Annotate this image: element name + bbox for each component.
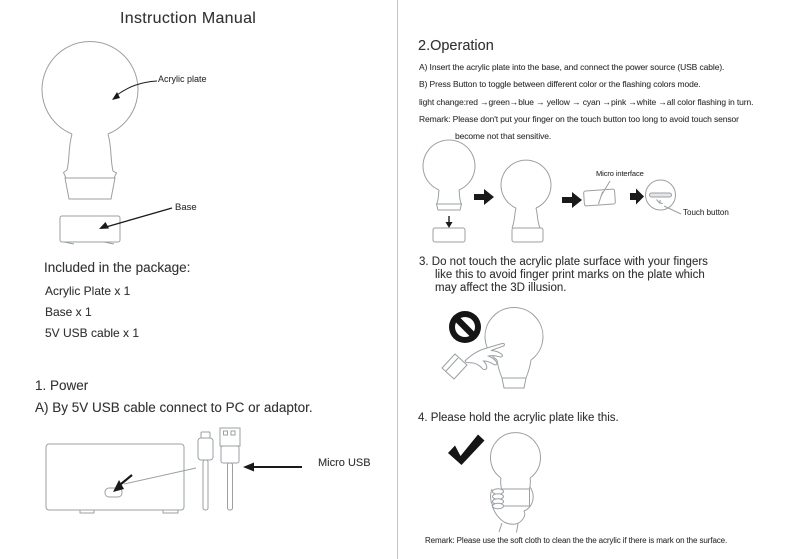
touch-button-mark: [657, 200, 664, 204]
micro-interface-label: Micro interface: [596, 169, 644, 178]
bulb-neck: [437, 190, 462, 204]
assembly-steps-diagram: [405, 138, 705, 250]
base-pointer-line: [106, 208, 172, 227]
package-item: Base x 1: [45, 305, 92, 319]
checkmark-icon: [448, 435, 485, 466]
base-pointer-arrowhead: [99, 222, 109, 229]
acrylic-plate-label: Acrylic plate: [158, 74, 207, 84]
operation-line-b: B) Press Button to toggle between different color or the flashing colors mode.: [419, 79, 701, 89]
operation-remark-line1: Remark: Please don't put your finger on the touch button too long to avoid touch sensor: [419, 114, 739, 124]
plate-base-edge: [502, 489, 530, 506]
touch-button-pointer-line: [664, 206, 681, 214]
micro-usb-plug-body: [198, 438, 213, 460]
section3-line1: 3. Do not touch the acrylic plate surface with your fingers: [419, 256, 708, 268]
package-heading: Included in the package:: [44, 260, 191, 275]
column-divider: [397, 0, 398, 559]
acrylic-plate-and-base-diagram: [18, 30, 218, 248]
base-outline: [433, 228, 465, 242]
step-right-arrow-icon: [630, 189, 644, 205]
bulb-neck: [501, 478, 531, 489]
usb-a-cable: [228, 463, 233, 510]
bulb-neck-right: [108, 134, 117, 178]
bulb-neck: [497, 360, 531, 378]
bulb-cap: [65, 178, 115, 199]
power-heading: 1. Power: [35, 378, 89, 393]
usb-a-contact: [231, 431, 235, 435]
usb-a-contact: [224, 431, 228, 435]
section3-line3: may affect the 3D illusion.: [435, 282, 567, 294]
base-label: Base: [175, 202, 197, 213]
operation-remark-line2: become not that sensitive.: [455, 131, 552, 141]
micro-usb-label: Micro USB: [318, 457, 371, 469]
base-usb-cable-diagram: [40, 422, 330, 518]
base-outline: [60, 216, 120, 242]
micro-usb-plug-tip: [201, 432, 210, 438]
bulb-neck: [512, 208, 540, 228]
bulb-outline: [42, 42, 138, 134]
usb-a-body: [221, 446, 239, 463]
port-pointer-line: [124, 468, 196, 484]
micro-interface-pointer-line: [601, 181, 610, 196]
hold-plate-illustration: [440, 430, 555, 534]
package-item: Acrylic Plate x 1: [45, 284, 131, 298]
bulb-outline: [501, 160, 551, 208]
power-line-a: A) By 5V USB cable connect to PC or adaptor.: [35, 400, 313, 415]
section3-line2: like this to avoid finger print marks on the plate which: [435, 269, 705, 281]
finger: [493, 503, 504, 509]
do-not-touch-illustration: [438, 298, 558, 394]
touch-button-label: Touch button: [683, 208, 729, 217]
acrylic-plate-pointer-line: [117, 81, 157, 95]
touching-hand: [465, 343, 504, 369]
hand-sleeve: [442, 354, 467, 379]
step-right-arrow-icon: [474, 189, 494, 205]
micro-usb-arrowhead: [243, 463, 254, 472]
footer-remark: Remark: Please use the soft cloth to clean the the acrylic if there is mark on the surface.: [425, 536, 728, 545]
step-right-arrow-icon: [562, 192, 582, 208]
base-outline: [512, 228, 543, 242]
touch-slot: [650, 193, 672, 197]
operation-line-a: A) Insert the acrylic plate into the base, and connect the power source (USB cable).: [419, 62, 725, 72]
bulb-neck-left: [64, 134, 73, 178]
package-item: 5V USB cable x 1: [45, 326, 140, 340]
micro-usb-cable: [203, 460, 208, 510]
bulb-cap: [437, 204, 462, 210]
page-title: Instruction Manual: [120, 10, 257, 27]
bulb-outline: [491, 433, 541, 478]
micro-interface-box: [584, 189, 616, 206]
base-side-outline: [46, 444, 184, 510]
operation-heading: 2.Operation: [418, 38, 494, 54]
section4-heading: 4. Please hold the acrylic plate like this.: [418, 412, 619, 424]
bulb-outline: [423, 140, 475, 190]
light-change-line: light change:red →green→blue → yellow → cyan →pink →white →all color flashing in turn.: [419, 97, 754, 107]
bulb-cap: [502, 378, 526, 388]
insert-down-arrowhead: [446, 222, 453, 228]
